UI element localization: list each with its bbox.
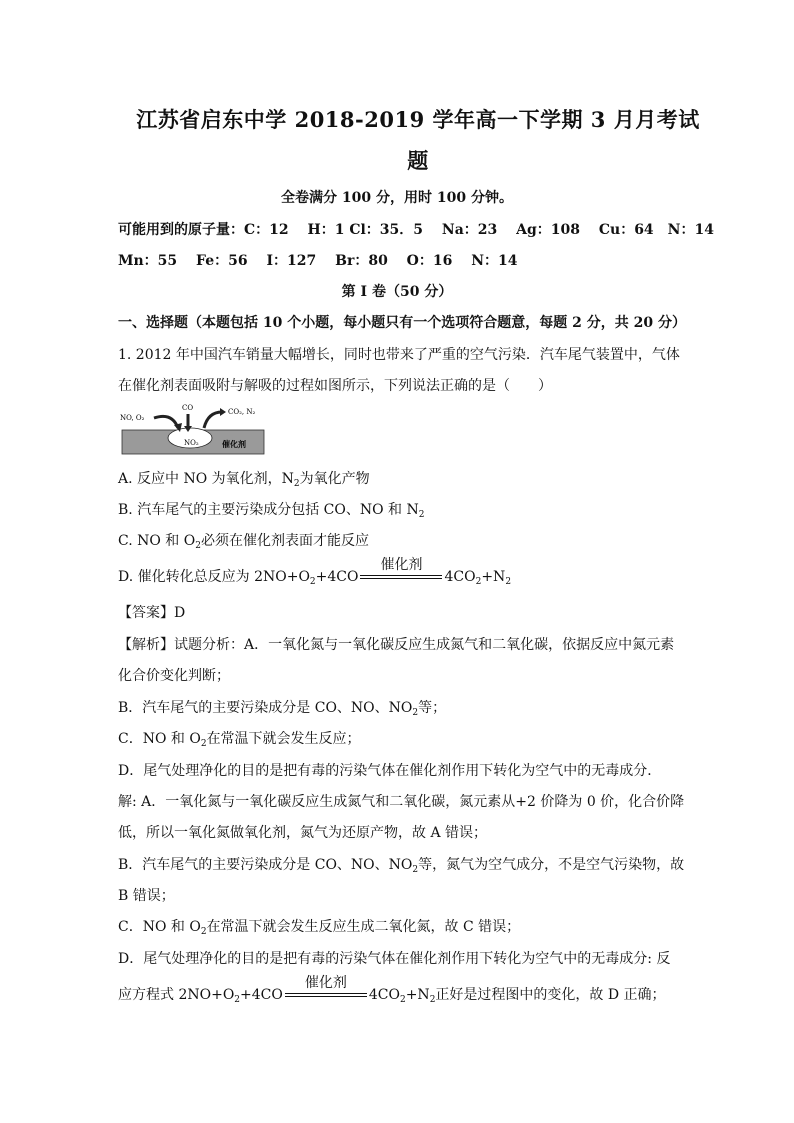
option-b[interactable]: B. 汽车尾气的主要污染成分包括 CO、NO 和 $N_2$ <box>118 502 425 520</box>
solution-d-line-2: 应方程式 $2NO+O_2+4CO$ 催化剂 $4CO_2+N_2$正好是过程图中的变化，故 D 正确； <box>118 975 666 1005</box>
option-a[interactable]: A. 反应中 NO 为氧化剂，$N_2$为氧化产物 <box>118 471 370 489</box>
analysis-line-2: 化合价变化判断； <box>118 668 230 684</box>
volume-heading: 第 I 卷（50 分） <box>341 284 453 300</box>
solution-b-line-1: B．汽车尾气的主要污染成分是 CO、NO、$NO_2$等，氮气为空气成分，不是空气污染物，故 <box>118 857 685 875</box>
section-heading: 一、选择题（本题包括 10 个小题，每小题只有一个选项符合题意，每题 2 分，共 20 分） <box>118 315 686 331</box>
solution-a-line-1: 解: A．一氧化氮与一氧化碳反应生成氮气和二氧化碳，氮元素从+2 价降为 0 价，化合价降 <box>118 794 685 810</box>
option-d[interactable]: D. 催化转化总反应为 $2NO+O_2+4CO$ 催化剂 $4CO_2+N_2$ <box>118 557 512 587</box>
solution-b-line-2: B 错误； <box>118 888 175 904</box>
outflow-arrow <box>204 412 222 428</box>
outflow-arrowhead <box>220 408 226 416</box>
reaction-arrow: 催化剂 <box>358 569 444 585</box>
atomic-mass-line-1: 可能用到的原子量：C：12 H：1 Cl：35．5 Na：23 Ag：108 Cu：64 N：14 <box>118 222 714 238</box>
diagram-right-label: CO₂, N₂ <box>228 408 256 416</box>
analysis-c: C．NO 和 $O_2$在常温下就会发生反应； <box>118 731 361 749</box>
diagram-center-label: NO₂ <box>184 439 199 447</box>
page-title-continued: 题 <box>407 148 429 173</box>
analysis-b: B．汽车尾气的主要污染成分是 CO、NO、$NO_2$等； <box>118 700 447 718</box>
option-c[interactable]: C. NO 和 $O_2$必须在催化剂表面才能反应 <box>118 533 369 551</box>
catalyst-diagram <box>118 398 266 456</box>
solution-c: C．NO 和 $O_2$在常温下就会发生反应生成二氧化氮，故 C 错误； <box>118 919 521 937</box>
solution-a-line-2: 低，所以一氧化氮做氧化剂，氮气为还原产物，故 A 错误； <box>118 825 488 841</box>
question-stem-line-1: 1. 2012 年中国汽车销量大幅增长，同时也带来了严重的空气污染．汽车尾气装置中，气体 <box>118 347 680 363</box>
answer: 【答案】D <box>118 605 186 621</box>
analysis-line-1: 【解析】试题分析：A．一氧化氮与一氧化碳反应生成氮气和二氧化碳，依据反应中氮元素 <box>118 637 675 653</box>
atomic-mass-line-2: Mn：55 Fe：56 I：127 Br：80 O：16 N：14 <box>118 253 518 269</box>
question-stem-line-2: 在催化剂表面吸附与解吸的过程如图所示，下列说法正确的是（ ） <box>118 378 552 394</box>
diagram-surface-label: 催化剂 <box>222 440 246 449</box>
analysis-d: D．尾气处理净化的目的是把有毒的污染气体在催化剂作用下转化为空气中的无毒成分． <box>118 763 662 779</box>
score-info: 全卷满分 100 分，用时 100 分钟。 <box>281 190 513 206</box>
diagram-top-label: CO <box>182 404 194 412</box>
inflow-arrow <box>154 416 178 428</box>
reaction-arrow-solution: 催化剂 <box>283 987 369 1003</box>
page-title: 江苏省启东中学 2018-2019 学年高一下学期 3 月月考试 <box>136 107 700 132</box>
diagram-left-label: NO, O₂ <box>120 414 145 422</box>
solution-d-line-1: D．尾气处理净化的目的是把有毒的污染气体在催化剂作用下转化为空气中的无毒成分: 反 <box>118 951 671 967</box>
